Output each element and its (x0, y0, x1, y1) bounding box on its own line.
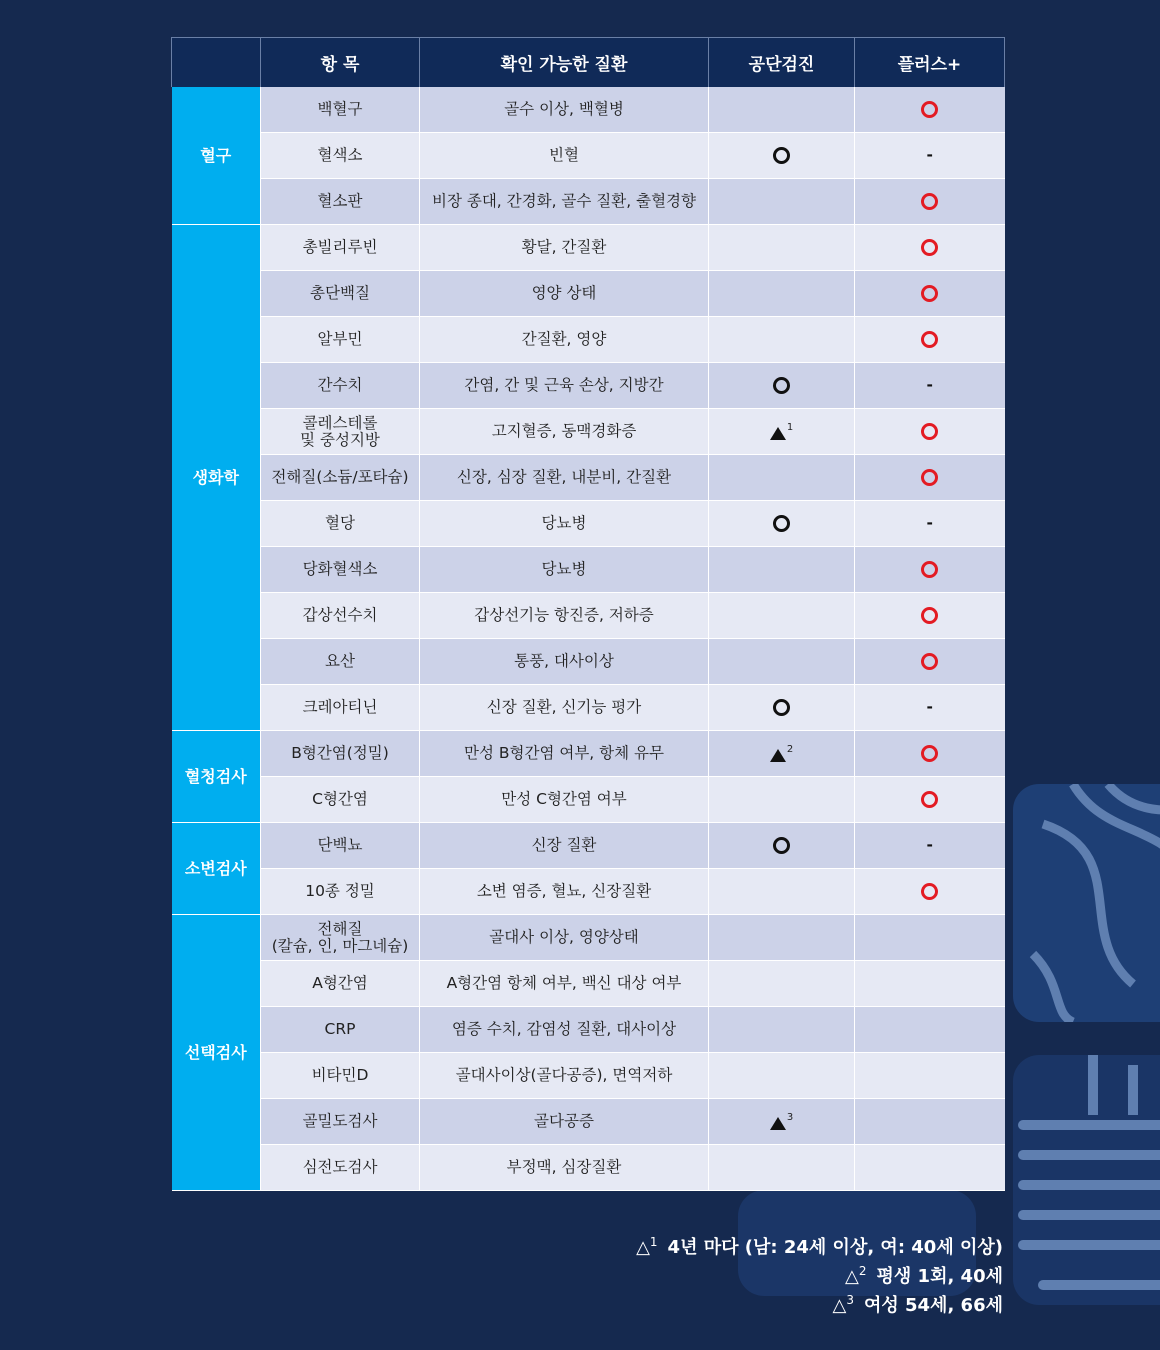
table-row (172, 1099, 1005, 1145)
table-row (172, 133, 1005, 179)
public-checkup-cell (709, 1145, 855, 1191)
item-label-line2: (칼슘, 인, 마그네슘) (271, 936, 409, 955)
disease-cell: 골대사 이상, 영양상태 (420, 915, 709, 961)
public-checkup-cell (709, 593, 855, 639)
red-circle-icon (921, 193, 938, 210)
item-label: 전해질(소듐/포타슘) (271, 467, 409, 486)
public-checkup-cell (709, 639, 855, 685)
item-cell (261, 87, 420, 133)
disease-cell: 당뇨병 (420, 547, 709, 593)
plus-cell (855, 501, 1005, 547)
item-cell (261, 317, 420, 363)
item-cell (261, 639, 420, 685)
table-row (172, 639, 1005, 685)
plus-cell (855, 133, 1005, 179)
disease-cell: 골대사이상(골다공증), 면역저하 (420, 1053, 709, 1099)
disease-cell: 당뇨병 (420, 501, 709, 547)
red-circle-icon (921, 791, 938, 808)
table-row (172, 455, 1005, 501)
item-label: 간수치 (317, 375, 363, 394)
triangle-shape (770, 1117, 786, 1130)
triangle-footnote-number: 2 (786, 743, 794, 755)
table-row (172, 869, 1005, 915)
item-label: 크레아티닌 (302, 697, 378, 716)
table-row (172, 501, 1005, 547)
disease-cell: 빈혈 (420, 133, 709, 179)
table-row (172, 225, 1005, 271)
item-cell (261, 179, 420, 225)
category-cell: 혈구 (172, 87, 261, 225)
plus-cell (855, 823, 1005, 869)
triangle-icon (770, 745, 793, 762)
disease-cell: 부정맥, 심장질환 (420, 1145, 709, 1191)
red-circle-icon (921, 423, 938, 440)
red-circle-icon (921, 331, 938, 348)
item-label: 혈소판 (317, 191, 363, 210)
black-circle-icon (773, 699, 790, 716)
public-checkup-cell (709, 1099, 855, 1145)
dash-icon: - (926, 697, 933, 716)
joint-illustration-icon (1013, 784, 1160, 1022)
disease-cell: 간염, 간 및 근육 손상, 지방간 (420, 363, 709, 409)
footnote-symbol: △ (845, 1266, 859, 1287)
public-checkup-cell (709, 409, 855, 455)
public-checkup-cell (709, 961, 855, 1007)
item-cell (261, 363, 420, 409)
public-checkup-cell (709, 225, 855, 271)
item-label: 전해질 (317, 920, 363, 939)
public-checkup-cell (709, 731, 855, 777)
table-row (172, 593, 1005, 639)
disease-cell: A형간염 항체 여부, 백신 대상 여부 (420, 961, 709, 1007)
footnote-symbol: △ (636, 1237, 650, 1258)
plus-cell (855, 961, 1005, 1007)
item-label: C형간염 (312, 789, 368, 808)
plus-cell (855, 225, 1005, 271)
item-label: A형간염 (312, 973, 368, 992)
table-row (172, 777, 1005, 823)
footnote-number: 2 (858, 1264, 867, 1278)
table-row (172, 731, 1005, 777)
triangle-icon (770, 1113, 793, 1130)
dash-icon: - (926, 145, 933, 164)
footnote-text: 4년 마다 (남: 24세 이상, 여: 40세 이상) (667, 1237, 1003, 1258)
item-cell (261, 225, 420, 271)
item-cell (261, 685, 420, 731)
plus-cell (855, 409, 1005, 455)
table-header-row (172, 38, 1005, 88)
plus-cell (855, 777, 1005, 823)
triangle-footnote-icon (845, 1266, 866, 1287)
category-cell: 소변검사 (172, 823, 261, 915)
public-checkup-cell (709, 317, 855, 363)
footnote-text: 평생 1회, 40세 (876, 1266, 1003, 1287)
table-row (172, 915, 1005, 961)
item-cell (261, 1053, 420, 1099)
public-checkup-cell (709, 455, 855, 501)
decor-panel-intestine (1013, 1055, 1160, 1305)
public-checkup-cell (709, 915, 855, 961)
public-checkup-cell (709, 133, 855, 179)
item-label: 총단백질 (310, 283, 370, 302)
header-category (172, 38, 261, 88)
table-body (172, 87, 1005, 1191)
plus-cell (855, 1007, 1005, 1053)
dash-icon: - (926, 513, 933, 532)
triangle-shape (770, 749, 786, 762)
table-row (172, 179, 1005, 225)
item-cell (261, 1099, 420, 1145)
plus-cell (855, 271, 1005, 317)
footnotes (636, 1228, 1003, 1315)
plus-cell (855, 685, 1005, 731)
public-checkup-cell (709, 869, 855, 915)
red-circle-icon (921, 239, 938, 256)
table-row (172, 1007, 1005, 1053)
category-cell: 혈청검사 (172, 731, 261, 823)
public-checkup-cell (709, 1053, 855, 1099)
triangle-footnote-number: 1 (786, 422, 794, 433)
red-circle-icon (921, 883, 938, 900)
item-label: 백혈구 (317, 99, 363, 118)
red-circle-icon (921, 469, 938, 486)
item-label: 갑상선수치 (302, 605, 378, 624)
black-circle-icon (773, 377, 790, 394)
plus-cell (855, 915, 1005, 961)
header-item: 항 목 (261, 38, 420, 88)
table-row (172, 317, 1005, 363)
plus-cell (855, 869, 1005, 915)
table-row (172, 1145, 1005, 1191)
category-cell: 선택검사 (172, 915, 261, 1191)
disease-cell: 통풍, 대사이상 (420, 639, 709, 685)
item-label: 단백뇨 (317, 835, 363, 854)
table-row (172, 823, 1005, 869)
item-cell (261, 547, 420, 593)
disease-cell: 간질환, 영양 (420, 317, 709, 363)
disease-cell: 소변 염증, 혈뇨, 신장질환 (420, 869, 709, 915)
plus-cell (855, 455, 1005, 501)
disease-cell: 만성 C형간염 여부 (420, 777, 709, 823)
footnote-symbol: △ (832, 1295, 847, 1316)
item-label: 당화혈색소 (302, 559, 378, 578)
plus-cell (855, 179, 1005, 225)
footnote-line (636, 1286, 1003, 1315)
triangle-footnote-icon (832, 1295, 853, 1316)
item-cell (261, 1145, 420, 1191)
disease-cell: 신장 질환 (420, 823, 709, 869)
item-label: CRP (324, 1019, 356, 1038)
table-row (172, 363, 1005, 409)
item-cell (261, 593, 420, 639)
footnote-line (636, 1257, 1003, 1286)
item-cell (261, 409, 420, 455)
item-label: 혈당 (325, 513, 355, 532)
disease-cell: 신장, 심장 질환, 내분비, 간질환 (420, 455, 709, 501)
item-label: 알부민 (317, 329, 363, 348)
item-cell (261, 915, 420, 961)
item-label: 총빌리루빈 (302, 237, 378, 256)
item-cell (261, 731, 420, 777)
plus-cell (855, 593, 1005, 639)
item-label: 골밀도검사 (302, 1111, 378, 1130)
public-checkup-cell (709, 685, 855, 731)
checkup-table (171, 37, 1005, 1191)
plus-cell (855, 1053, 1005, 1099)
table-row (172, 961, 1005, 1007)
item-cell (261, 455, 420, 501)
header-public-checkup: 공단검진 (709, 38, 855, 88)
plus-cell (855, 87, 1005, 133)
plus-cell (855, 547, 1005, 593)
table-row (172, 1053, 1005, 1099)
red-circle-icon (921, 745, 938, 762)
item-label: 10종 정밀 (305, 881, 375, 900)
disease-cell: 황달, 간질환 (420, 225, 709, 271)
item-label: 콜레스테롤 (302, 414, 378, 433)
item-label: B형간염(정밀) (291, 743, 389, 762)
disease-cell: 염증 수치, 감염성 질환, 대사이상 (420, 1007, 709, 1053)
public-checkup-cell (709, 547, 855, 593)
disease-cell: 골수 이상, 백혈병 (420, 87, 709, 133)
public-checkup-cell (709, 87, 855, 133)
header-plus: 플러스+ (855, 38, 1005, 88)
public-checkup-cell (709, 271, 855, 317)
item-cell (261, 133, 420, 179)
item-cell (261, 777, 420, 823)
black-circle-icon (773, 147, 790, 164)
item-label: 혈색소 (317, 145, 363, 164)
item-cell (261, 271, 420, 317)
item-cell (261, 1007, 420, 1053)
item-label-line2: 및 중성지방 (300, 430, 380, 449)
table-row (172, 409, 1005, 455)
triangle-icon (770, 423, 793, 440)
public-checkup-cell (709, 823, 855, 869)
disease-cell: 고지혈증, 동맥경화증 (420, 409, 709, 455)
public-checkup-cell (709, 501, 855, 547)
disease-cell: 신장 질환, 신기능 평가 (420, 685, 709, 731)
disease-cell: 만성 B형간염 여부, 항체 유무 (420, 731, 709, 777)
disease-cell: 비장 종대, 간경화, 골수 질환, 출혈경향 (420, 179, 709, 225)
public-checkup-cell (709, 179, 855, 225)
item-cell (261, 869, 420, 915)
plus-cell (855, 363, 1005, 409)
plus-cell (855, 1145, 1005, 1191)
table-row (172, 87, 1005, 133)
dash-icon: - (926, 835, 933, 854)
red-circle-icon (921, 285, 938, 302)
black-circle-icon (773, 837, 790, 854)
plus-cell (855, 639, 1005, 685)
plus-cell (855, 317, 1005, 363)
red-circle-icon (921, 653, 938, 670)
plus-cell (855, 731, 1005, 777)
triangle-footnote-number: 3 (786, 1111, 794, 1123)
footnote-number: 1 (649, 1235, 658, 1249)
header-disease: 확인 가능한 질환 (420, 38, 709, 88)
item-cell (261, 823, 420, 869)
item-cell (261, 501, 420, 547)
triangle-footnote-icon (636, 1237, 657, 1258)
disease-cell: 영양 상태 (420, 271, 709, 317)
public-checkup-cell (709, 1007, 855, 1053)
intestine-illustration-icon (1013, 1055, 1160, 1305)
table-row (172, 685, 1005, 731)
decor-panel-joint (1013, 784, 1160, 1022)
black-circle-icon (773, 515, 790, 532)
disease-cell: 골다공증 (420, 1099, 709, 1145)
footnote-number: 3 (846, 1293, 854, 1307)
dash-icon: - (926, 375, 933, 394)
red-circle-icon (921, 561, 938, 578)
disease-cell: 갑상선기능 항진증, 저하증 (420, 593, 709, 639)
table-row (172, 271, 1005, 317)
plus-cell (855, 1099, 1005, 1145)
public-checkup-cell (709, 777, 855, 823)
triangle-shape (770, 427, 786, 440)
category-cell: 생화학 (172, 225, 261, 731)
footnote-line (636, 1228, 1003, 1257)
table-row (172, 547, 1005, 593)
item-cell (261, 961, 420, 1007)
public-checkup-cell (709, 363, 855, 409)
red-circle-icon (921, 101, 938, 118)
footnote-text: 여성 54세, 66세 (863, 1295, 1003, 1316)
item-label: 심전도검사 (302, 1157, 378, 1176)
item-label: 비타민D (311, 1065, 369, 1084)
item-label: 요산 (325, 651, 355, 670)
red-circle-icon (921, 607, 938, 624)
